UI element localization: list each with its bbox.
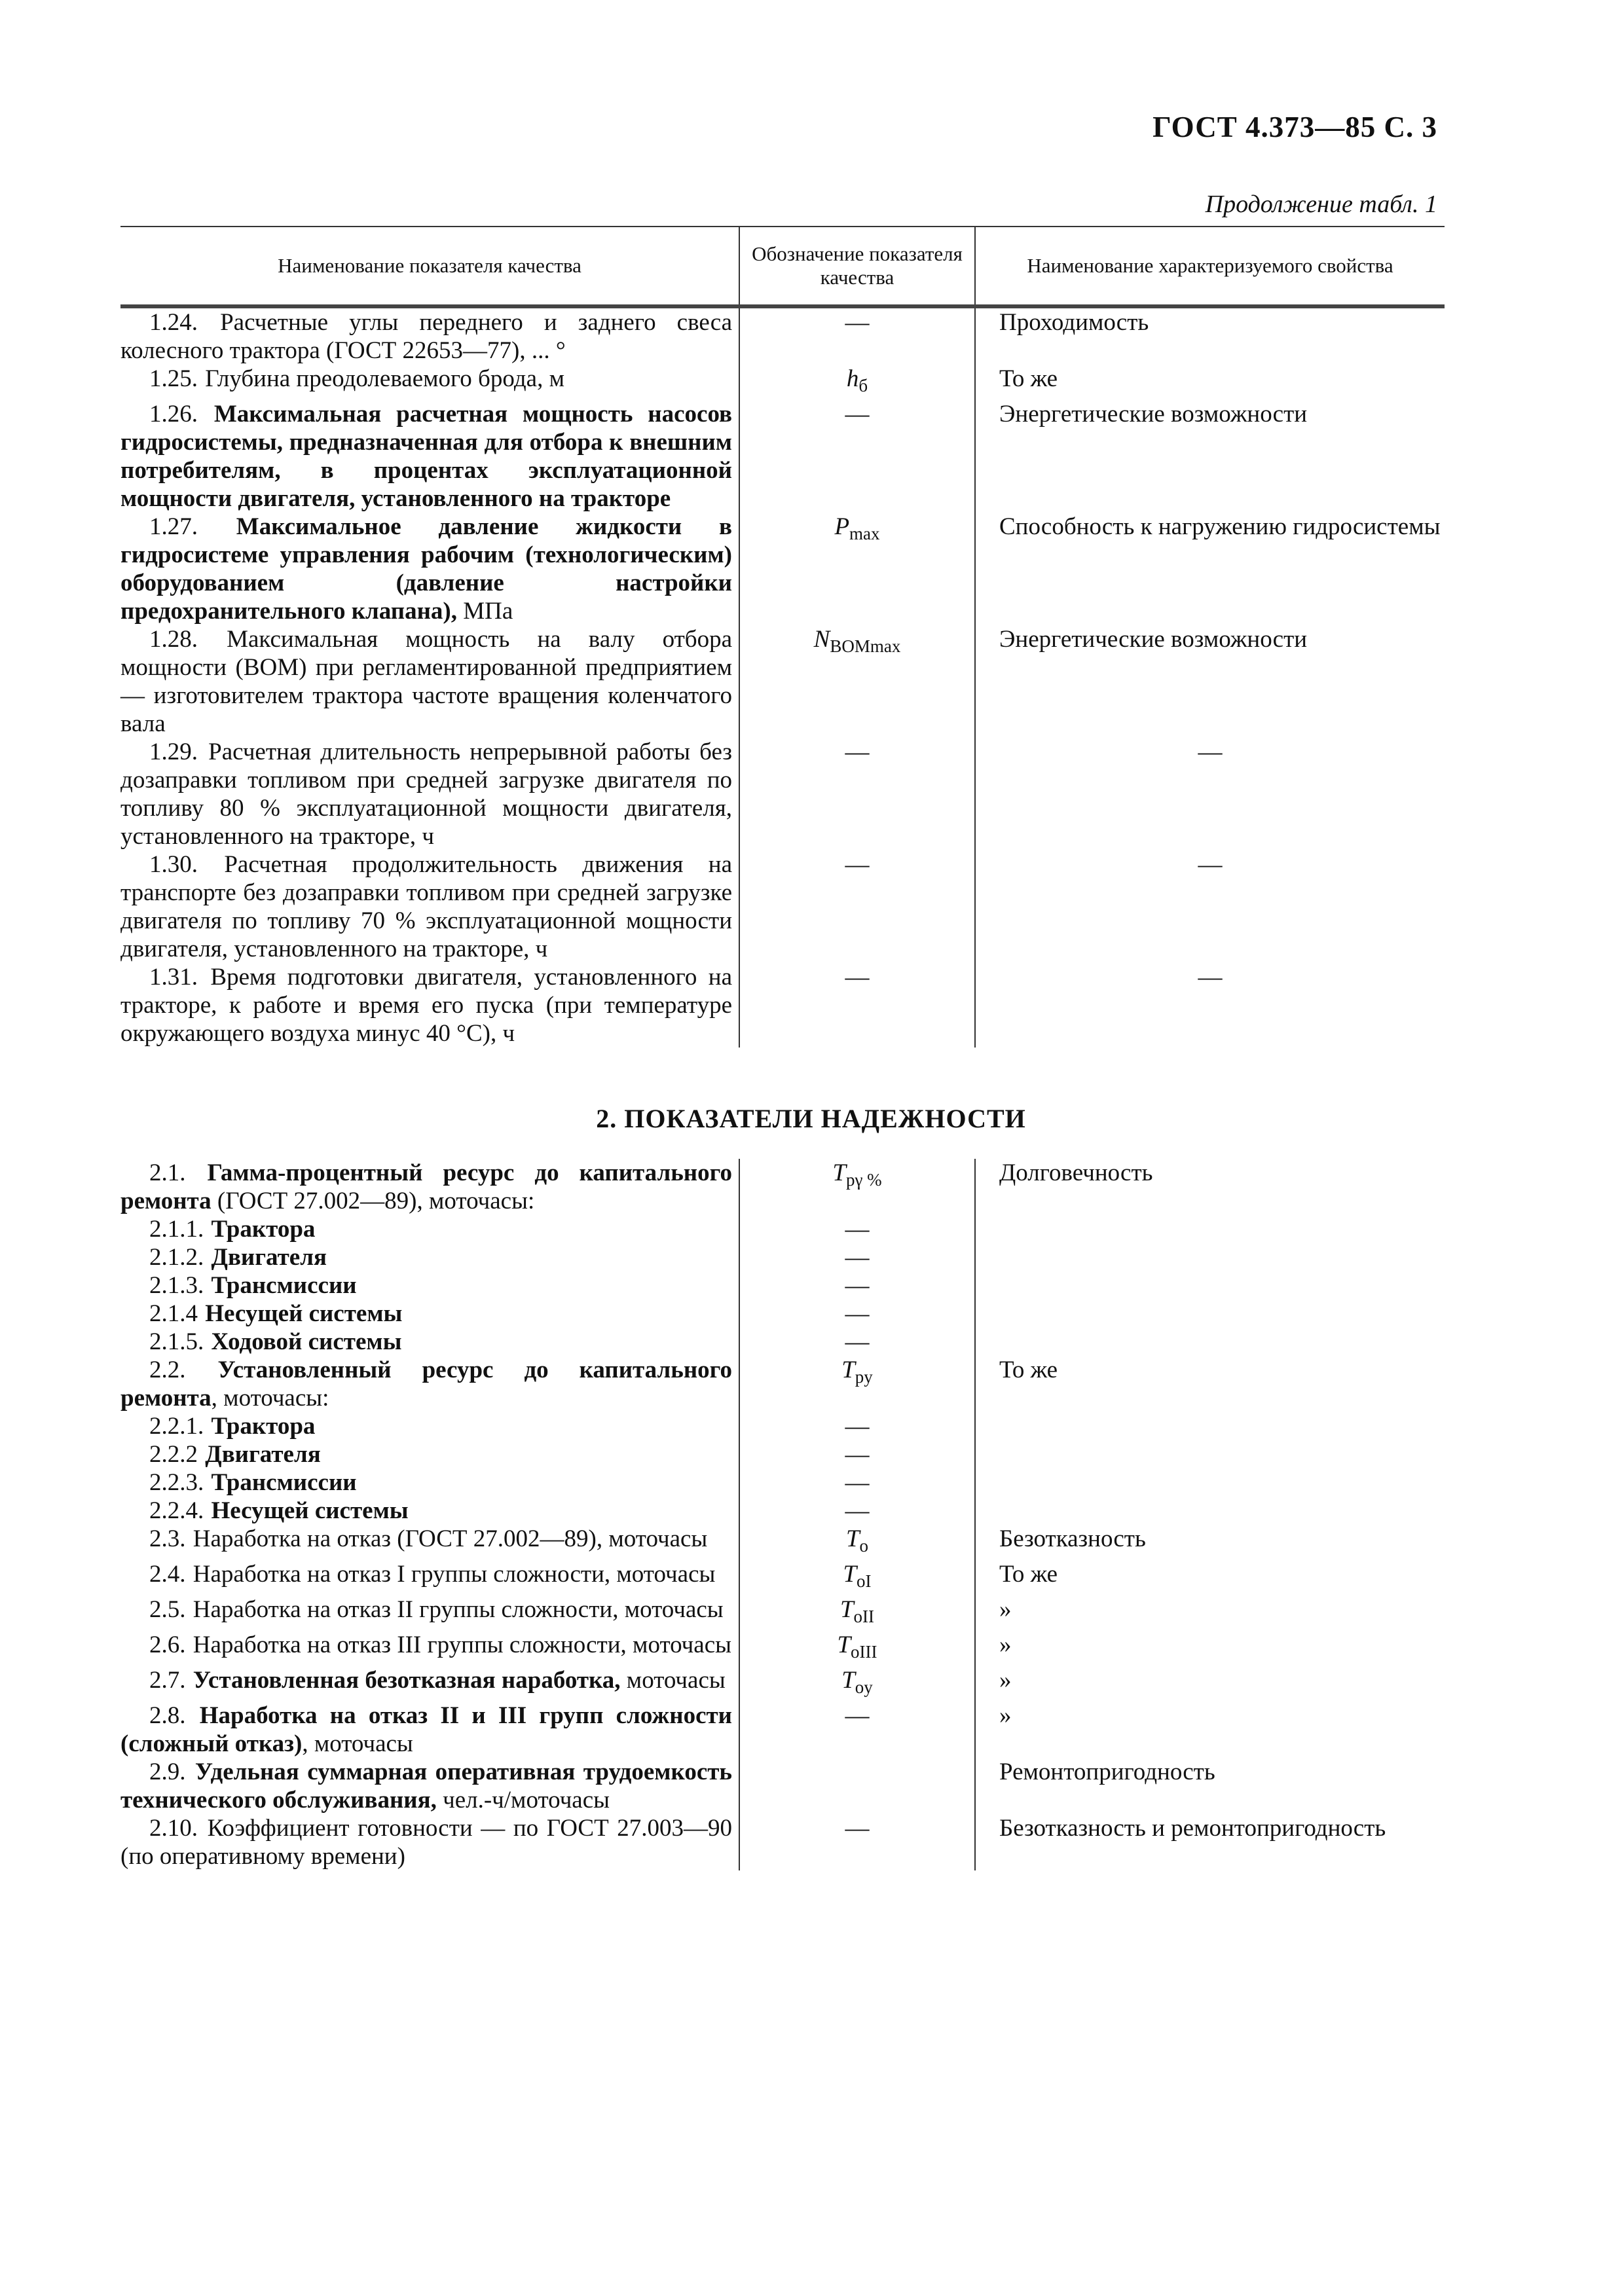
indicator-symbol-cell <box>739 1159 975 1215</box>
symbol-subscript: oIII <box>851 1642 877 1662</box>
property-cell: — <box>1198 851 1223 878</box>
indicator-name-bold: Трансмиссии <box>211 1469 357 1496</box>
indicator-name-bold: Ходовой системы <box>211 1328 402 1355</box>
symbol-main: — <box>845 1497 870 1524</box>
indicator-symbol-cell <box>739 1271 975 1300</box>
indicator-symbol-cell <box>739 1243 975 1271</box>
indicator-name-cell <box>120 1271 739 1300</box>
table-row <box>120 1497 1445 1525</box>
indicator-name-cell <box>120 1412 739 1440</box>
indicator-name-cell <box>120 1440 739 1468</box>
indicator-symbol-cell <box>739 1412 975 1440</box>
reliability-indicators-table <box>120 1159 1445 1870</box>
table-row <box>120 1412 1445 1440</box>
header-indicator-name: Наименование показателя качества <box>120 227 739 306</box>
property-cell: Энергетические возможности <box>999 401 1308 428</box>
indicator-name-cell <box>120 1525 739 1560</box>
indicator-name-cell <box>120 1497 739 1525</box>
indicator-name-cell <box>120 1468 739 1497</box>
indicator-symbol-cell <box>739 1758 975 1814</box>
property-cell: — <box>1198 738 1223 765</box>
table-row <box>120 625 1445 738</box>
symbol-main: T <box>843 1561 857 1588</box>
symbol-main: — <box>845 1300 870 1327</box>
table-row <box>120 400 1445 513</box>
indicator-symbol-cell <box>739 625 975 738</box>
indicator-name-cell <box>120 1560 739 1595</box>
table-row <box>120 1595 1445 1631</box>
symbol-main: — <box>845 309 870 336</box>
indicator-name-bold: Трактора <box>211 1413 316 1440</box>
indicator-name-cell <box>120 1702 739 1758</box>
symbol-main: — <box>845 1441 870 1468</box>
item-number: 2.6. <box>149 1631 186 1658</box>
indicator-name-text: Максимальная мощность на валу отбора мощности (ВОМ) при регламентированной предприятием — изготовителем трактора частоте вращения коленчатого вала <box>120 626 732 737</box>
indicator-name-cell <box>120 625 739 738</box>
item-number: 2.4. <box>149 1561 186 1588</box>
indicator-name-text: Наработка на отказ (ГОСТ 27.002—89), моточасы <box>193 1525 708 1552</box>
indicator-name-cell <box>120 1666 739 1702</box>
table-continuation-label: Продолжение табл. 1 <box>1205 191 1437 218</box>
symbol-main: T <box>841 1357 855 1383</box>
indicator-symbol-cell <box>739 1356 975 1412</box>
item-number: 2.2.1. <box>149 1413 204 1440</box>
indicator-name-text: моточасы <box>620 1667 726 1694</box>
indicator-symbol-cell <box>739 1631 975 1666</box>
indicator-name-text: , моточасы <box>302 1730 413 1757</box>
indicator-name-text: (ГОСТ 27.002—89), моточасы: <box>211 1188 535 1214</box>
indicator-name-cell <box>120 1758 739 1814</box>
page-header: ГОСТ 4.373—85 С. 3 <box>1152 111 1437 143</box>
item-number: 1.29. <box>149 738 198 765</box>
property-cell: » <box>999 1596 1012 1623</box>
table-row <box>120 738 1445 850</box>
table-row <box>120 1525 1445 1560</box>
indicator-name-text: Наработка на отказ III группы сложности, моточасы <box>193 1631 731 1658</box>
indicator-name-text: Глубина преодолеваемого брода, м <box>205 365 564 392</box>
property-cell: » <box>999 1667 1012 1694</box>
indicator-symbol-cell <box>739 1666 975 1702</box>
indicator-name-cell <box>120 1631 739 1666</box>
indicator-symbol-cell <box>739 1215 975 1243</box>
indicator-symbol-cell <box>739 1497 975 1525</box>
property-cell <box>975 1215 1445 1243</box>
item-number: 2.1.1. <box>149 1216 204 1243</box>
symbol-main: T <box>837 1631 851 1658</box>
item-number: 1.30. <box>149 851 198 878</box>
indicator-name-cell <box>120 1243 739 1271</box>
indicator-symbol-cell <box>739 1328 975 1356</box>
indicator-name-bold: Двигателя <box>211 1244 327 1271</box>
indicator-name-bold: Гамма-процентный ресурс до капитального ремонта <box>120 1159 733 1214</box>
indicator-name-bold: Трансмиссии <box>211 1272 357 1299</box>
header-property-name: Наименование характеризуемого свойства <box>975 227 1445 306</box>
item-number: 1.28. <box>149 626 198 653</box>
property-cell: То же <box>999 365 1058 392</box>
indicator-symbol-cell <box>739 365 975 400</box>
table-row <box>120 1758 1445 1814</box>
quality-indicators-table <box>120 226 1445 1048</box>
indicator-symbol-cell <box>739 850 975 963</box>
symbol-main: — <box>845 738 870 765</box>
indicator-symbol-cell <box>739 1702 975 1758</box>
item-number: 2.8. <box>149 1702 186 1729</box>
indicator-name-bold: Трактора <box>211 1216 316 1243</box>
indicator-name-cell <box>120 963 739 1048</box>
item-number: 2.1.3. <box>149 1272 204 1299</box>
indicator-name-cell <box>120 1814 739 1870</box>
symbol-main: h <box>846 365 859 392</box>
symbol-subscript: б <box>858 376 868 395</box>
indicator-symbol-cell <box>739 513 975 625</box>
indicator-name-text: Наработка на отказ I группы сложности, моточасы <box>193 1561 716 1588</box>
item-number: 2.2.2 <box>149 1441 198 1468</box>
indicator-symbol-cell <box>739 1440 975 1468</box>
indicator-name-cell <box>120 306 739 365</box>
table-row <box>120 1440 1445 1468</box>
indicator-name-cell <box>120 1328 739 1356</box>
indicator-name-bold: Несущей системы <box>211 1497 409 1524</box>
item-number: 2.2. <box>149 1357 186 1383</box>
indicator-name-text: , моточасы: <box>211 1385 329 1412</box>
indicator-symbol-cell <box>739 738 975 850</box>
property-cell: » <box>999 1631 1012 1658</box>
table-body-section2 <box>120 1159 1445 1870</box>
item-number: 2.2.3. <box>149 1469 204 1496</box>
property-cell: Безотказность и ремонтопригодность <box>999 1815 1386 1842</box>
property-cell: Энергетические возможности <box>999 626 1308 653</box>
table-row <box>120 306 1445 365</box>
property-cell: Способность к нагружению гидросистемы <box>999 513 1441 540</box>
symbol-subscript: o <box>859 1536 869 1556</box>
indicator-name-bold: Максимальная расчетная мощность насосов гидросистемы, предназначенная для отбора к внешним потребителям, в процентах эксплуатационной мощности двигателя, установленного на тракторе <box>120 401 732 512</box>
table-row <box>120 513 1445 625</box>
table-row <box>120 1300 1445 1328</box>
property-cell: » <box>999 1702 1012 1729</box>
property-cell <box>975 1412 1445 1440</box>
property-cell: То же <box>999 1561 1058 1588</box>
indicator-name-text: Коэффициент готовности — по ГОСТ 27.003—90 (по оперативному времени) <box>120 1815 733 1870</box>
indicator-symbol-cell <box>739 963 975 1048</box>
item-number: 2.1.2. <box>149 1244 204 1271</box>
item-number: 1.26. <box>149 401 198 428</box>
symbol-main: — <box>845 401 870 428</box>
indicator-name-cell <box>120 1595 739 1631</box>
indicator-name-cell <box>120 513 739 625</box>
table-row <box>120 850 1445 963</box>
item-number: 2.1.5. <box>149 1328 204 1355</box>
symbol-subscript: max <box>849 524 880 543</box>
indicator-name-bold: Удельная суммарная оперативная трудоемкость технического обслуживания, <box>120 1758 732 1813</box>
symbol-main: — <box>845 1413 870 1440</box>
property-cell: То же <box>999 1357 1058 1383</box>
table-row <box>120 1271 1445 1300</box>
property-cell: Проходимость <box>999 309 1149 336</box>
property-cell: Ремонтопригодность <box>999 1758 1215 1785</box>
symbol-main: T <box>841 1667 855 1694</box>
symbol-main: — <box>845 1469 870 1496</box>
indicator-symbol-cell <box>739 1595 975 1631</box>
item-number: 2.2.4. <box>149 1497 204 1524</box>
symbol-main: — <box>845 851 870 878</box>
indicator-name-bold: Установленная безотказная наработка, <box>193 1667 621 1694</box>
item-number: 2.10. <box>149 1815 198 1842</box>
indicator-name-text: Расчетная длительность непрерывной работы без дозаправки топливом при средней загрузке двигателя по топливу 80 % эксплуатационной мощности двигателя, установленного на тракторе, ч <box>120 738 733 850</box>
indicator-name-cell <box>120 850 739 963</box>
symbol-main: N <box>813 626 830 653</box>
table-row <box>120 963 1445 1048</box>
symbol-subscript: oI <box>857 1571 872 1591</box>
property-cell <box>975 1440 1445 1468</box>
item-number: 2.1.4 <box>149 1300 198 1327</box>
item-number: 2.5. <box>149 1596 186 1623</box>
indicator-name-bold: Несущей системы <box>205 1300 403 1327</box>
symbol-main: P <box>834 513 850 540</box>
table-row <box>120 1356 1445 1412</box>
symbol-main: — <box>845 964 870 991</box>
indicator-symbol-cell <box>739 306 975 365</box>
property-cell <box>975 1468 1445 1497</box>
table-row <box>120 1560 1445 1595</box>
header-indicator-symbol: Обозначение показателя качества <box>739 227 975 306</box>
property-cell <box>975 1271 1445 1300</box>
symbol-main: T <box>845 1525 860 1552</box>
indicator-name-cell <box>120 1159 739 1215</box>
item-number: 2.7. <box>149 1667 186 1694</box>
indicator-name-cell <box>120 1215 739 1243</box>
indicator-name-cell <box>120 738 739 850</box>
indicator-symbol-cell <box>739 1468 975 1497</box>
table-row <box>120 1159 1445 1215</box>
item-number: 1.27. <box>149 513 198 540</box>
symbol-main: — <box>845 1244 870 1271</box>
table-row <box>120 1215 1445 1243</box>
symbol-subscript: py <box>855 1367 873 1387</box>
indicator-symbol-cell <box>739 1814 975 1870</box>
item-number: 2.9. <box>149 1758 186 1785</box>
indicator-name-text: Расчетные углы переднего и заднего свеса колесного трактора (ГОСТ 22653—77), ... ° <box>120 309 732 364</box>
symbol-main: — <box>845 1815 870 1842</box>
indicator-name-bold: Наработка на отказ II и III групп сложности (сложный отказ) <box>120 1702 732 1757</box>
table-row <box>120 1666 1445 1702</box>
indicator-name-cell <box>120 365 739 400</box>
item-number: 2.3. <box>149 1525 186 1552</box>
table-row <box>120 1702 1445 1758</box>
symbol-subscript: BOMmax <box>830 636 901 656</box>
item-number: 1.25. <box>149 365 198 392</box>
indicator-name-cell <box>120 1356 739 1412</box>
symbol-subscript: oy <box>855 1677 873 1697</box>
indicator-symbol-cell <box>739 1560 975 1595</box>
property-cell: — <box>1198 964 1223 991</box>
symbol-main: — <box>845 1272 870 1299</box>
item-number: 2.1. <box>149 1159 186 1186</box>
table-row <box>120 1243 1445 1271</box>
table-row <box>120 365 1445 400</box>
symbol-main: T <box>839 1596 854 1623</box>
indicator-name-cell <box>120 400 739 513</box>
table-row <box>120 1328 1445 1356</box>
symbol-subscript: oII <box>853 1607 875 1626</box>
indicator-name-text: Наработка на отказ II группы сложности, моточасы <box>193 1596 724 1623</box>
indicator-name-text: Время подготовки двигателя, установленного на тракторе, к работе и время его пуска (при температуре окружающего воздуха минус 40 °С), ч <box>120 964 732 1047</box>
indicator-symbol-cell <box>739 1300 975 1328</box>
property-cell <box>975 1243 1445 1271</box>
property-cell: Долговечность <box>999 1159 1153 1186</box>
property-cell: Безотказность <box>999 1525 1146 1552</box>
symbol-subscript: pγ % <box>845 1170 882 1190</box>
symbol-main: T <box>832 1159 846 1186</box>
table-row <box>120 1814 1445 1870</box>
property-cell <box>975 1328 1445 1356</box>
property-cell <box>975 1300 1445 1328</box>
item-number: 1.31. <box>149 964 198 991</box>
indicator-symbol-cell <box>739 400 975 513</box>
symbol-main: — <box>845 1216 870 1243</box>
table-body-section1 <box>120 306 1445 1048</box>
item-number: 1.24. <box>149 309 198 336</box>
symbol-main: — <box>845 1702 870 1729</box>
symbol-main: — <box>845 1328 870 1355</box>
indicator-name-bold: Установленный ресурс до капитального ремонта <box>120 1357 733 1412</box>
indicator-name-bold: Максимальное давление жидкости в гидросистеме управления рабочим (технологическим) оборудованием (давление настройки предохранительного клапана), <box>120 513 732 625</box>
table-row <box>120 1468 1445 1497</box>
indicator-name-text: МПа <box>457 598 513 625</box>
indicator-name-bold: Двигателя <box>205 1441 321 1468</box>
indicator-name-cell <box>120 1300 739 1328</box>
indicator-symbol-cell <box>739 1525 975 1560</box>
indicator-name-text: Расчетная продолжительность движения на транспорте без дозаправки топливом при средней загрузке двигателя по топливу 70 % эксплуатационной мощности двигателя, установленного на тракторе, ч <box>120 851 732 962</box>
table-row <box>120 1631 1445 1666</box>
section-title: 2. ПОКАЗАТЕЛИ НАДЕЖНОСТИ <box>596 1104 1026 1133</box>
property-cell <box>975 1497 1445 1525</box>
indicator-name-text: чел.-ч/моточасы <box>436 1787 610 1813</box>
